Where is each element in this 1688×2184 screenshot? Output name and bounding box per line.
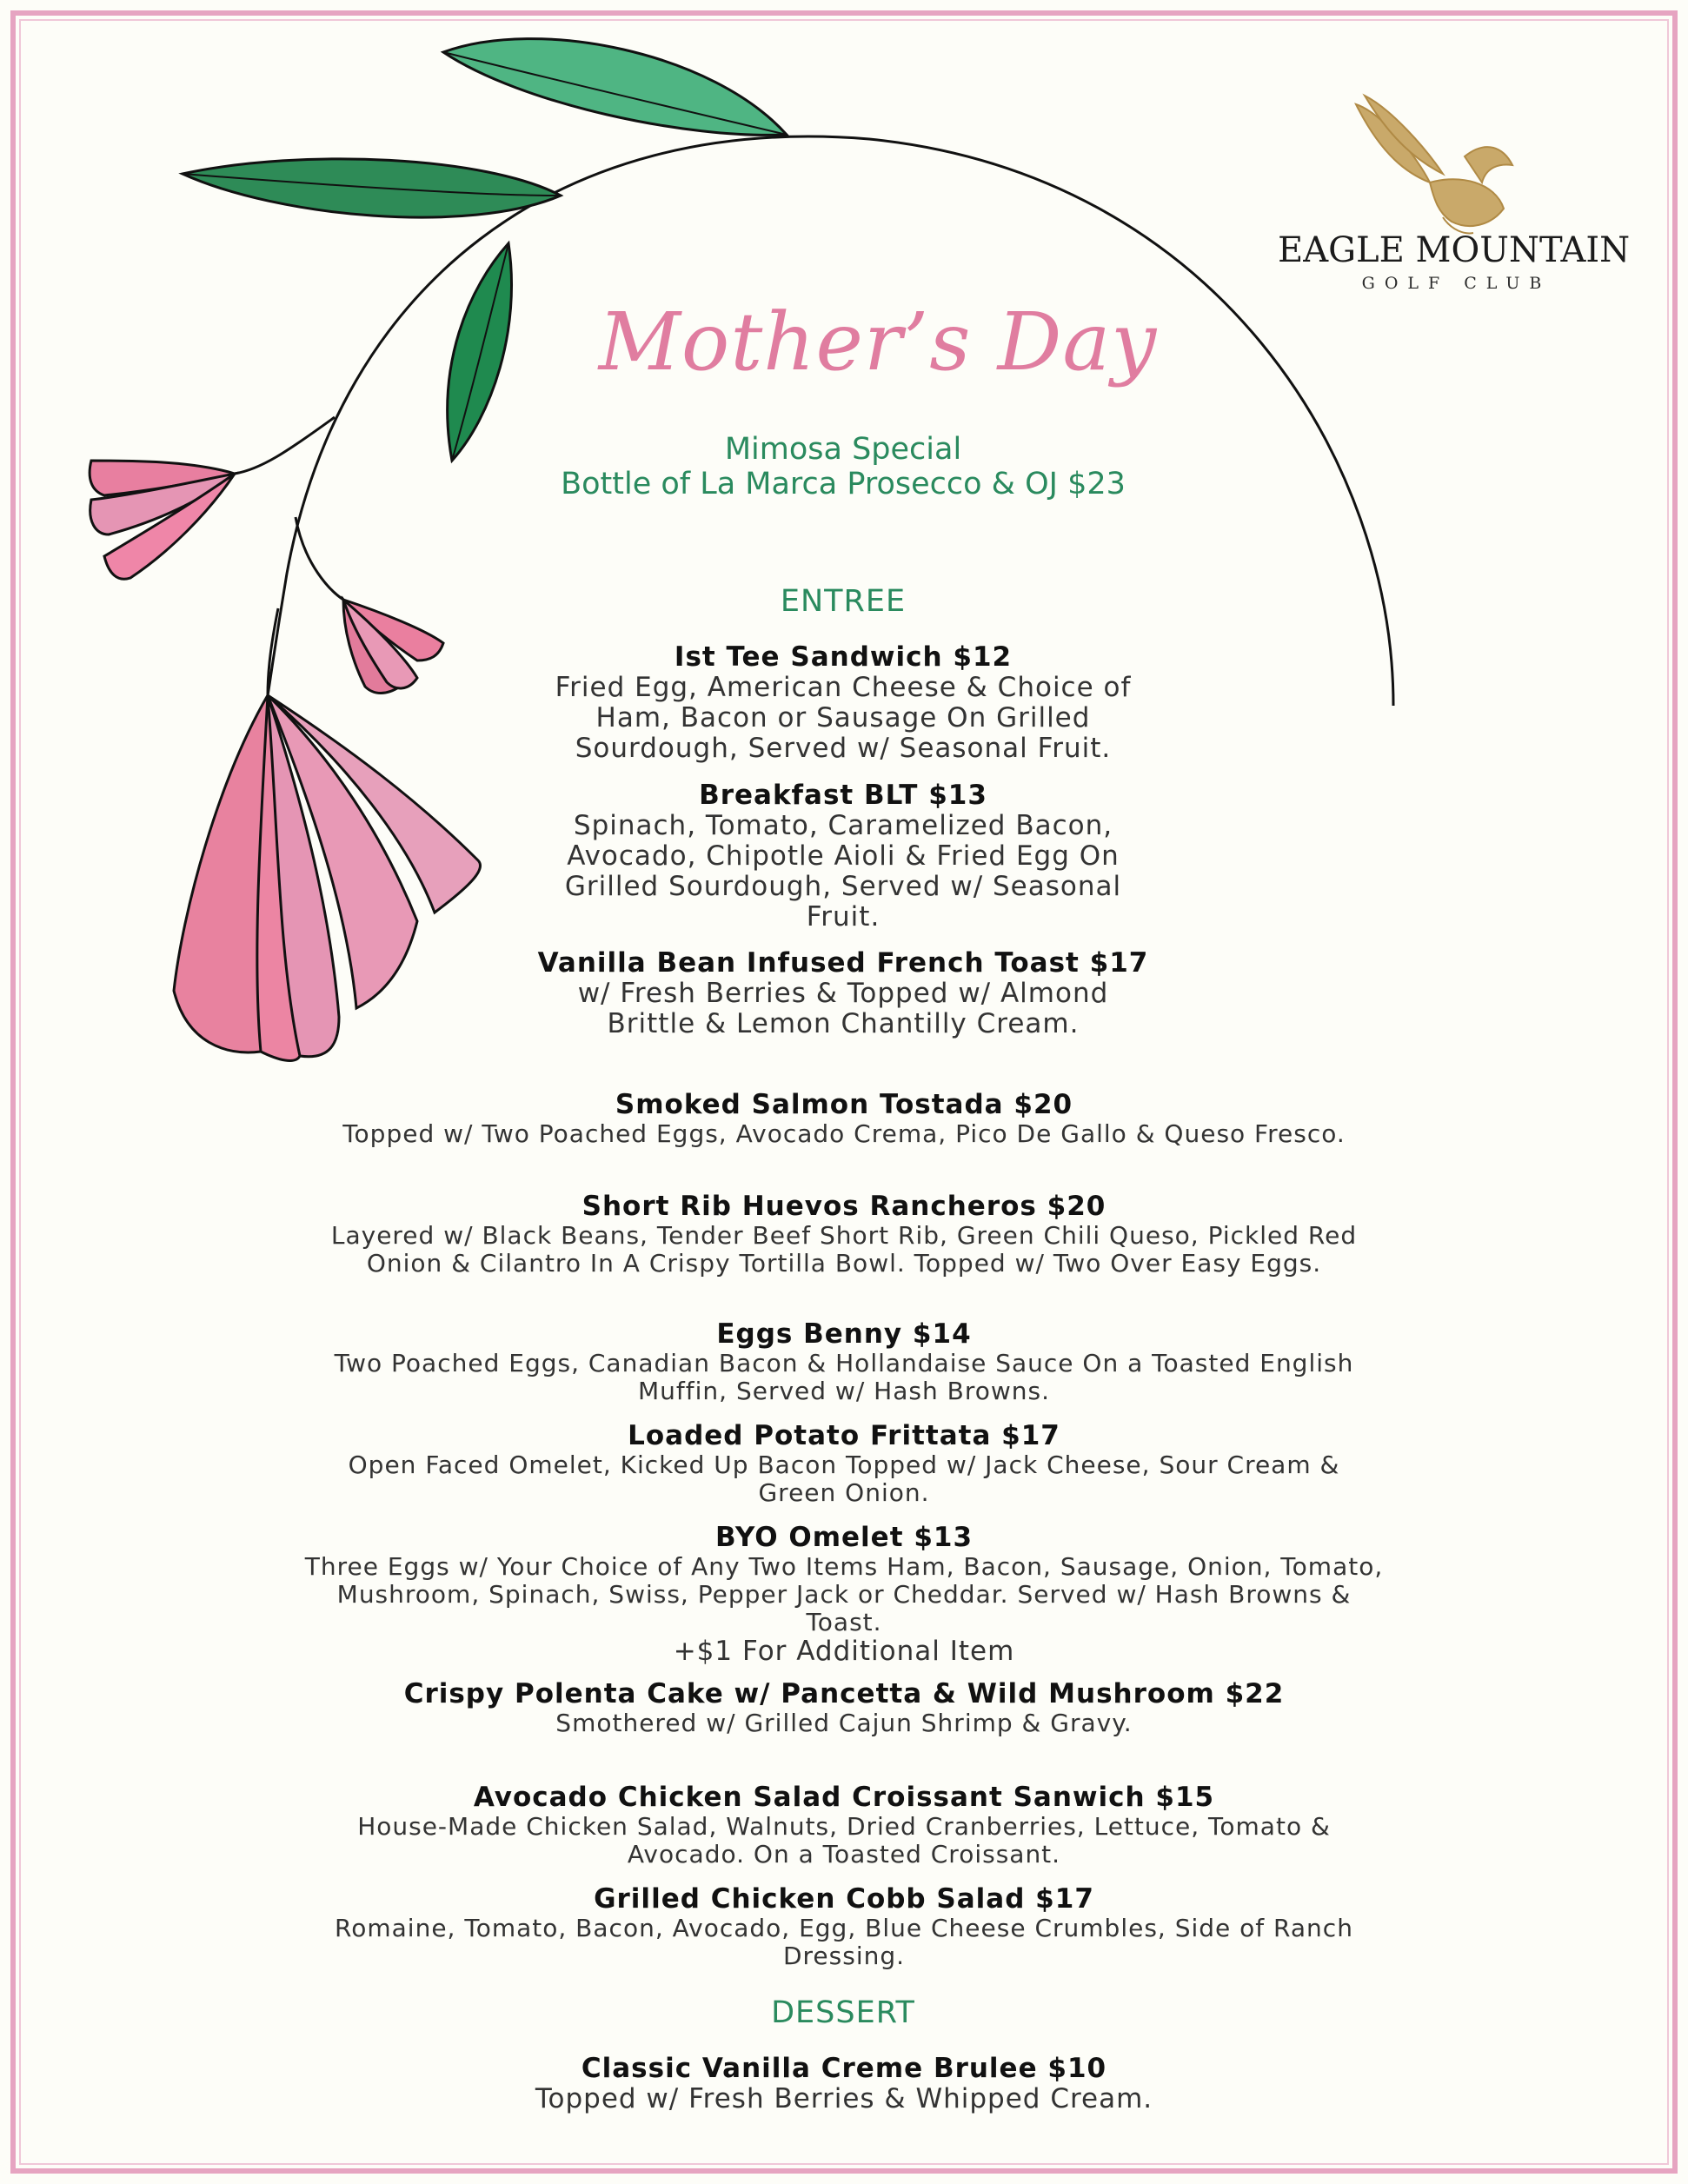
- menu-item: [261, 1883, 1427, 1970]
- menu-item: [261, 1089, 1427, 1148]
- menu-item: [261, 1522, 1427, 1667]
- flower-small-left: [90, 461, 235, 579]
- item-desc: Layered w/ Black Beans, Tender Beef Short Rib, Green Chili Queso, Pickled Red Onion & Cilantro In A Crispy Tortilla Bowl. Topped w/ Two Over Easy Eggs.: [330, 1221, 1358, 1278]
- item-desc: Three Eggs w/ Your Choice of Any Two Items Ham, Bacon, Sausage, Onion, Tomato, Mushroom, Spinach, Swiss, Pepper Jack or Cheddar. Served w/ Hash Browns & Toast.: [304, 1552, 1384, 1636]
- logo-name: EAGLE MOUNTAIN: [1278, 230, 1631, 270]
- item-desc: Smothered w/ Grilled Cajun Shrimp & Gravy.: [555, 1709, 1133, 1737]
- menu-item: [487, 641, 1200, 764]
- item-name: BYO Omelet $13: [714, 1522, 974, 1553]
- flower-small-middle: [343, 600, 443, 694]
- special-line-2: Bottle of La Marca Prosecco & OJ $23: [561, 467, 1126, 501]
- menu-item: [261, 1318, 1427, 1405]
- leaf-top: [443, 39, 787, 136]
- item-desc: Two Poached Eggs, Canadian Bacon & Hollandaise Sauce On a Toasted English Muffin, Served w/ Hash Browns.: [334, 1349, 1354, 1405]
- page-title: Mother’s Day: [598, 295, 1158, 388]
- item-desc: Open Faced Omelet, Kicked Up Bacon Topped w/ Jack Cheese, Sour Cream & Green Onion.: [348, 1450, 1340, 1507]
- item-desc: Topped w/ Fresh Berries & Whipped Cream.: [535, 2083, 1153, 2114]
- flower-large: [174, 695, 481, 1060]
- item-desc: Fried Egg, American Cheese & Choice of Ham, Bacon or Sausage On Grilled Sourdough, Served w/ Seasonal Fruit.: [555, 672, 1132, 764]
- menu-item: [487, 947, 1200, 1039]
- item-desc: Topped w/ Two Poached Eggs, Avocado Crema, Pico De Gallo & Queso Fresco.: [342, 1119, 1346, 1148]
- item-name: Grilled Chicken Cobb Salad $17: [594, 1883, 1094, 1915]
- item-name: Short Rib Huevos Rancheros $20: [581, 1191, 1107, 1222]
- arch-line: [268, 136, 1393, 706]
- item-name: Eggs Benny $14: [716, 1318, 972, 1350]
- menu-item: [261, 1420, 1427, 1507]
- section-dessert: DESSERT: [771, 1995, 915, 2030]
- club-logo: [1278, 87, 1631, 300]
- logo-subtitle: GOLF CLUB: [1361, 274, 1552, 293]
- item-name: Classic Vanilla Creme Brulee $10: [581, 2053, 1107, 2084]
- item-name: Ist Tee Sandwich $12: [674, 641, 1013, 673]
- menu-item: [261, 1678, 1427, 1737]
- item-desc: Spinach, Tomato, Caramelized Bacon, Avocado, Chipotle Aioli & Fried Egg On Grilled Sourdough, Served w/ Seasonal Fruit.: [564, 810, 1122, 933]
- leaf-left: [183, 159, 561, 217]
- item-name: Avocado Chicken Salad Croissant Sanwich $15: [473, 1782, 1215, 1813]
- item-name: Breakfast BLT $13: [699, 780, 987, 811]
- menu-item: [261, 2053, 1427, 2114]
- menu-item: [261, 1782, 1427, 1869]
- mimosa-special: [435, 432, 1252, 501]
- menu-item: [261, 1191, 1427, 1278]
- item-extra: +$1 For Additional Item: [673, 1636, 1015, 1667]
- section-entree: ENTREE: [780, 584, 907, 619]
- item-name: Crispy Polenta Cake w/ Pancetta & Wild Mushroom $22: [403, 1678, 1285, 1709]
- item-desc: w/ Fresh Berries & Topped w/ Almond Brittle & Lemon Chantilly Cream.: [577, 978, 1109, 1039]
- item-name: Vanilla Bean Infused French Toast $17: [537, 947, 1149, 979]
- special-line-1: Mimosa Special: [724, 432, 962, 467]
- item-desc: House-Made Chicken Salad, Walnuts, Dried Cranberries, Lettuce, Tomato & Avocado. On a Toasted Croissant.: [357, 1812, 1331, 1869]
- item-desc: Romaine, Tomato, Bacon, Avocado, Egg, Blue Cheese Crumbles, Side of Ranch Dressing.: [335, 1914, 1353, 1970]
- eagle-icon: [1278, 87, 1625, 235]
- item-name: Loaded Potato Frittata $17: [628, 1420, 1060, 1451]
- item-name: Smoked Salmon Tostada $20: [615, 1089, 1073, 1120]
- menu-item: [487, 780, 1200, 933]
